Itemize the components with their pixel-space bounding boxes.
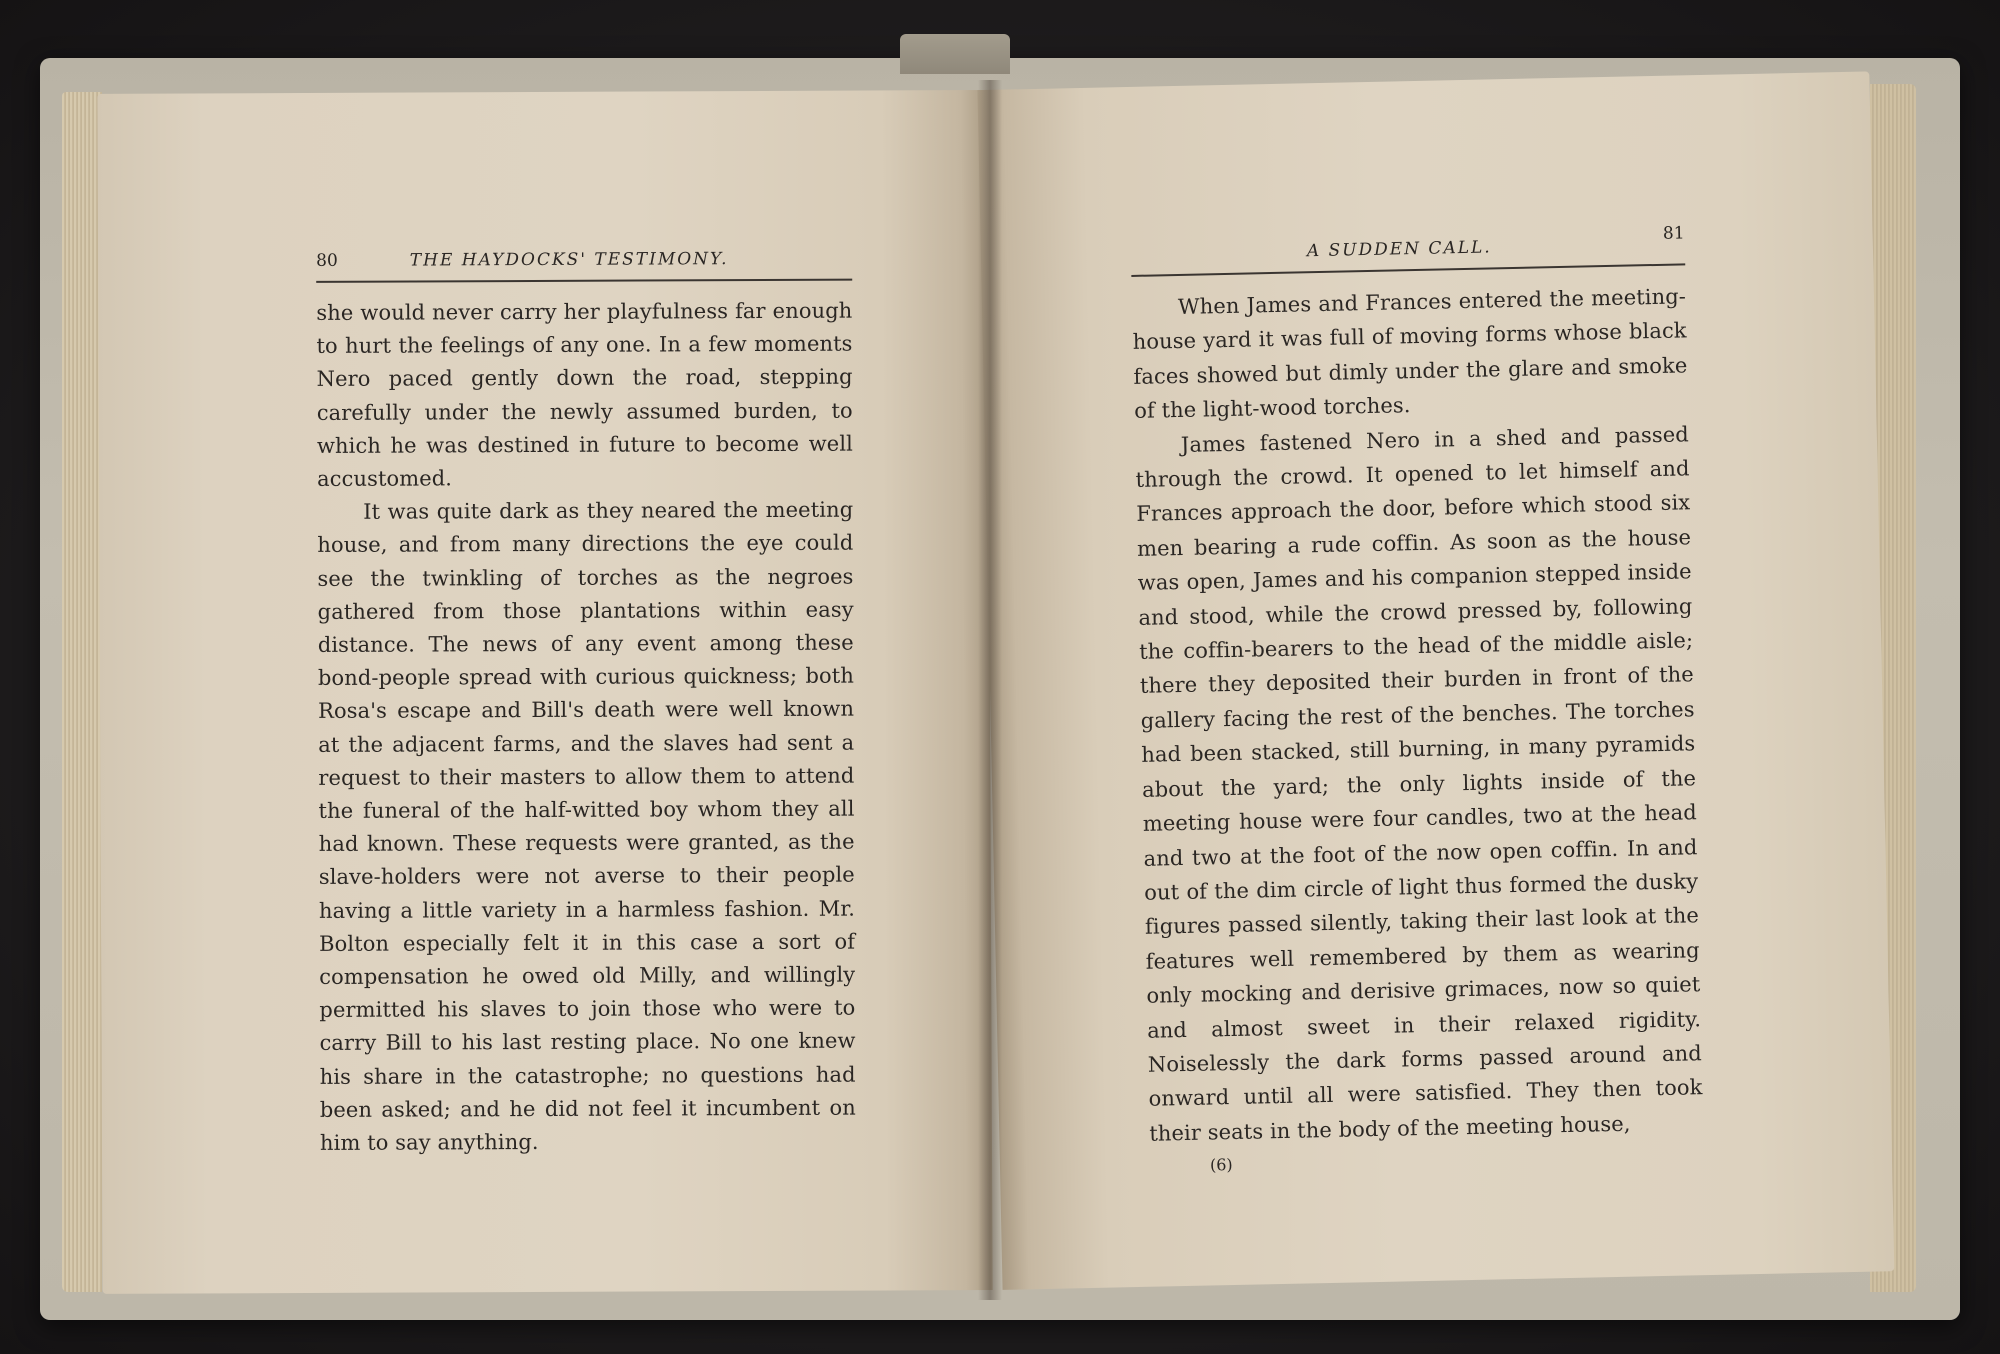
book-gutter (978, 80, 1002, 1300)
left-page-edges (62, 92, 102, 1292)
right-paragraph-2: James fastened Nero in a shed and passed through the crowd. It opened to let himself and Frances approach the door, before which stood six men bearing a rude coffin. As soon as the house was open, James and his companion stepped inside and stood, while the crowd pressed by, following the coffin-bearers to the head of the middle aisle; there they deposited their burden in front of the gallery facing the rest of the benches. The torches had been stacked, still burning, in many pyramids about the yard; the only lights inside of the meeting house were four candles, two at the head and two at the foot of the now open coffin. In and out of the dim circle of light thus formed the dusky figures passed silently, taking their last look at the features well remembered by them as wearing only mocking and derisive grimaces, now so quiet and almost sweet in their relaxed rigidity. Noiselessly the dark forms passed around and onward until all were satisfied. They then took their seats in the body of the meeting house, (1135, 421, 1703, 1146)
left-page-text (316, 249, 856, 1161)
right-page-number: 81 (1662, 223, 1685, 244)
right-page-text (1131, 223, 1704, 1176)
left-paragraph-1: she would never carry her playfulness far enough to hurt the feelings of any one. In a few moments Nero paced gently down the road, stepping carefully under the newly assumed burden, to which he was destined in future to become well accustomed. (316, 298, 853, 491)
right-running-head: A SUDDEN CALL. (1306, 237, 1492, 262)
left-paragraph-2: It was quite dark as they neared the meeting house, and from many directions the eye could see the twinkling of torches as the negroes gathered from those plantations within easy distance. The news of any event among these bond-people spread with curious quickness; both Rosa's escape and Bill's death were well known at the adjacent farms, and the slaves had sent a request to their masters to allow them to attend the funeral of the half-witted boy whom they all had known. These requests were granted, as the slave-holders were not averse to their people having a little variety in a harmless fashion. Mr. Bolton especially felt it in this case a sort of compensation he owed old Milly, and willingly permitted his slaves to join those who were to carry Bill to his last resting place. No one knew his share in the catastrophe; no questions had been asked; and he did not feel it incumbent on him to say anything. (317, 497, 856, 1156)
book-spine (900, 34, 1010, 74)
left-page (97, 90, 992, 1294)
signature-mark: (6) (1209, 1155, 1233, 1175)
right-paragraph-1: When James and Frances entered the meeting-house yard it was full of moving forms whose black faces showed but dimly under the glare and smoke of the light-wood torches. (1132, 284, 1688, 424)
left-page-header (316, 249, 852, 283)
left-page-number: 80 (316, 250, 338, 271)
right-page (977, 71, 1894, 1289)
right-page-header (1131, 223, 1686, 277)
left-running-head: THE HAYDOCKS' TESTIMONY. (409, 249, 729, 271)
